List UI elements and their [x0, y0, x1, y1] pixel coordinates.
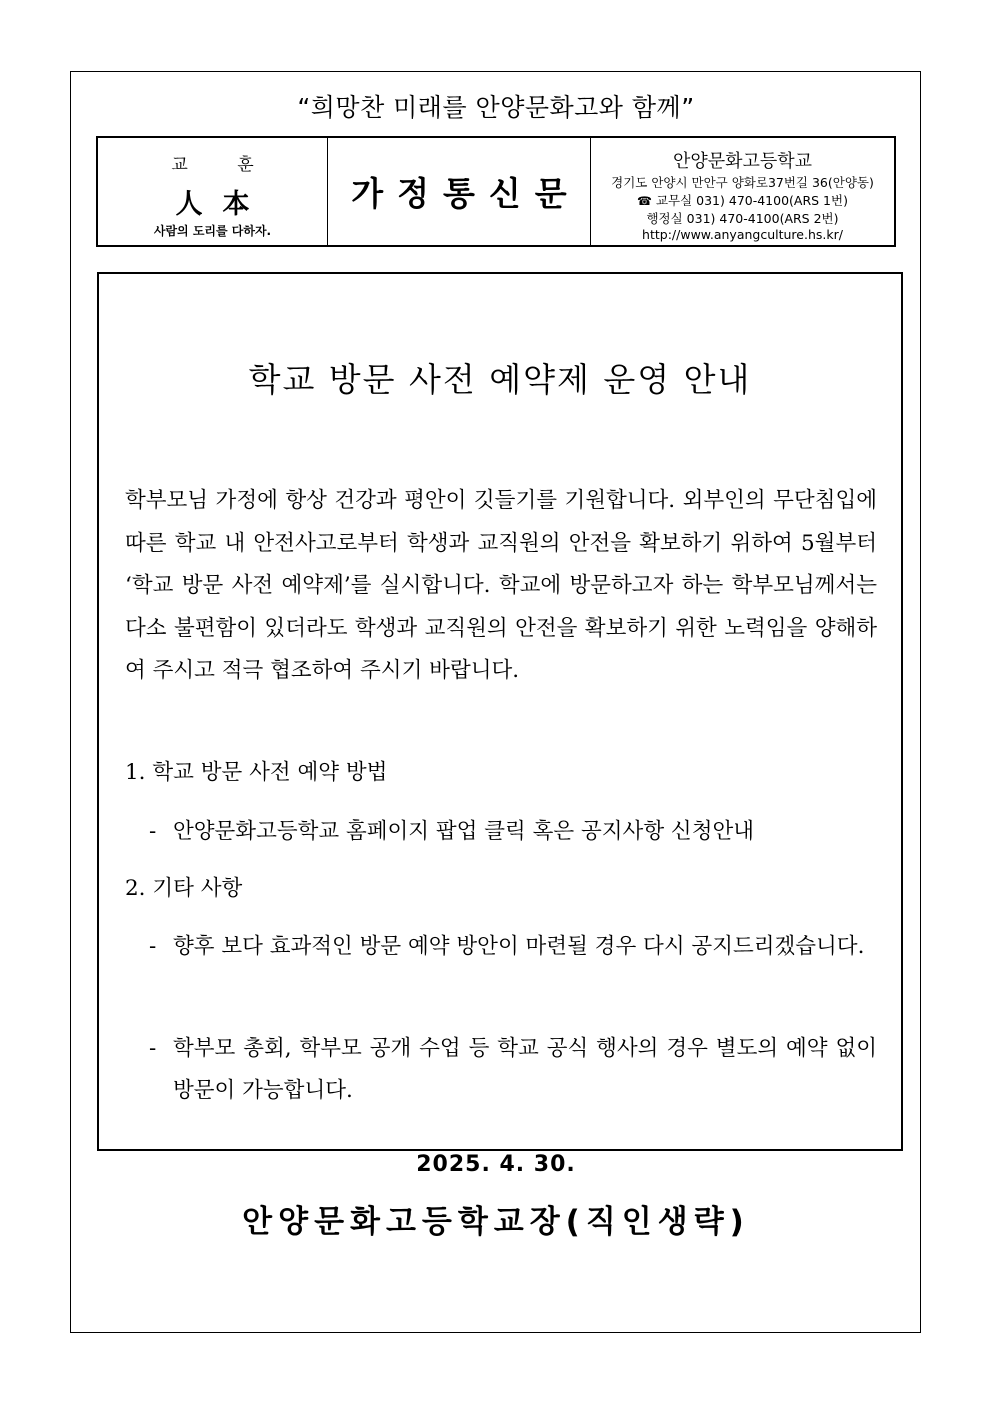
letterhead-table — [96, 136, 896, 247]
principal-signature-line: 안양문화고등학교장(직인생략) — [242, 1204, 750, 1240]
list-item — [149, 926, 877, 968]
school-info-cell — [591, 138, 894, 245]
school-slogan: “희망찬 미래를 안양문화고와 함께” — [297, 93, 695, 122]
list-item — [149, 1028, 877, 1112]
notice-intro: 학부모님 가정에 항상 건강과 평안이 깃들기를 기원합니다. 외부인의 무단침입에 따른 학교 내 안전사고로부터 학생과 교직원의 안전을 확보하기 위하여 5월부터 ‘학교 방문 사전 예약제’를 실시합니다. 학교에 방문하고자 하는 학부모님께서는 다소 불편함이 있더라도 학생과 교직원의 안전을 확보하기 위한 노력임을 양해하여 주시고 적극 협조하여 주시기 바랍니다. — [125, 488, 877, 683]
office-phone-line — [591, 191, 894, 209]
motto-label: 교 훈 — [171, 155, 276, 175]
motto-main: 人本 — [175, 189, 270, 220]
office-phone: 교무실 031) 470-4100(ARS 1번) — [655, 193, 848, 208]
list-item-text: 향후 보다 효과적인 방문 예약 방안이 마련될 경우 다시 공지드리겠습니다. — [173, 934, 865, 959]
notice-title: 학교 방문 사전 예약제 운영 안내 — [248, 360, 752, 399]
list-item-text: 학부모 총회, 학부모 공개 수업 등 학교 공식 행사의 경우 별도의 예약 없이 방문이 가능합니다. — [173, 1036, 877, 1103]
school-website-link[interactable]: http://www.anyangculture.hs.kr/ — [642, 227, 843, 242]
newsletter-title: 가정통신문 — [351, 174, 581, 213]
motto-subtitle: 사람의 도리를 다하자. — [153, 224, 272, 238]
section-heading: 1. 학교 방문 사전 예약 방법 — [125, 760, 388, 785]
list-item — [149, 811, 877, 853]
section-heading: 2. 기타 사항 — [125, 876, 243, 901]
admin-phone: 행정실 031) 470-4100(ARS 2번) — [646, 211, 839, 226]
school-address: 경기도 안양시 만안구 양화로37번길 36(안양동) — [611, 175, 874, 190]
phone-icon: ☎ — [637, 194, 652, 208]
bullet-dash: - — [149, 819, 157, 844]
bullet-dash: - — [149, 934, 157, 959]
issue-date: 2025. 4. 30. — [416, 1152, 576, 1177]
school-name: 안양문화고등학교 — [672, 151, 813, 172]
bullet-dash: - — [149, 1036, 157, 1061]
motto-cell — [98, 138, 328, 245]
newsletter-title-cell — [328, 138, 591, 245]
notice-box — [97, 272, 903, 1151]
list-item-text: 안양문화고등학교 홈페이지 팝업 클릭 혹은 공지사항 신청안내 — [173, 819, 755, 844]
